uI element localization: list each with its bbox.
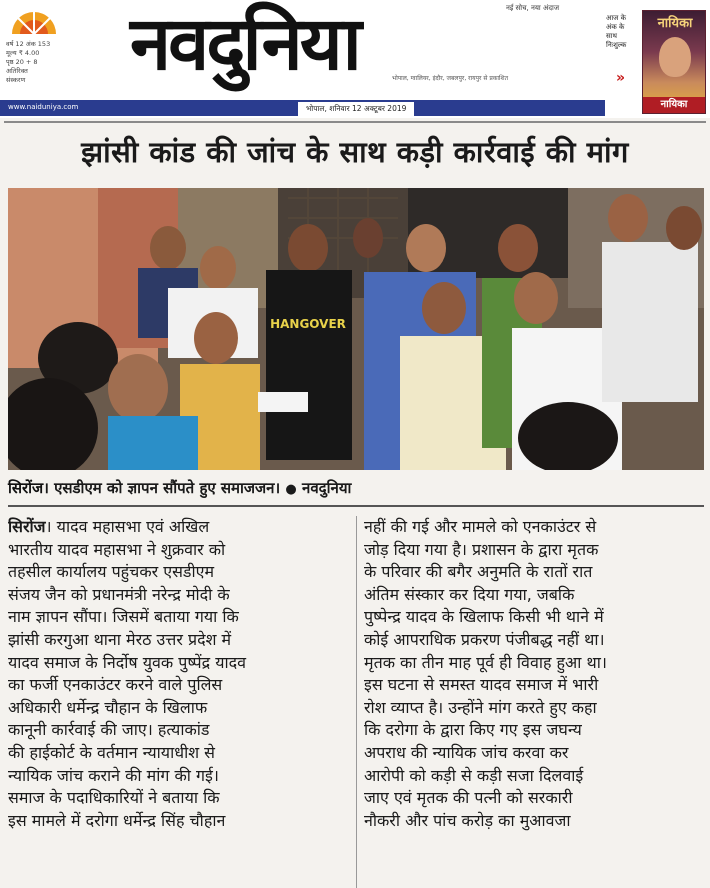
text-line: आरोपी को कड़ी से कड़ी सजा दिलवाई: [364, 765, 584, 785]
text-line: जाए एवं मृतक की पत्नी को सरकारी: [364, 788, 573, 808]
magazine-bottom-label: नायिका: [643, 97, 705, 113]
text-line: कोई आपराधिक प्रकरण पंजीबद्ध नहीं था।: [364, 629, 605, 649]
text-line: मृतक का तीन माह पूर्व ही विवाह हुआ था।: [364, 652, 607, 672]
text-line: इस घटना से समस्त यादव समाज में भारी: [364, 675, 599, 695]
photo-caption: [8, 478, 704, 498]
promo-text: [606, 14, 640, 50]
text-line: झांसी करगुआ थाना मेरठ उत्तर प्रदेश में: [8, 629, 232, 649]
masthead-meta: [6, 40, 126, 85]
article-photo: [8, 188, 704, 470]
text-line: अधिकारी धर्मेन्द्र चौहान के खिलाफ: [8, 697, 208, 717]
text-line: रोश व्याप्त है। उन्होंने मांग करते हुए कहा: [364, 697, 597, 717]
text-line: यादव समाज के निर्दोष युवक पुष्पेंद्र यादव: [8, 652, 247, 672]
text-line: न्यायिक जांच कराने की मांग की गई।: [8, 765, 219, 785]
caption-credit: नवदुनिया: [302, 479, 352, 497]
text-line: के परिवार की बगैर अनुमति के रातों रात: [364, 562, 593, 582]
article-paragraph: [8, 516, 352, 832]
newspaper-logo: नवदुनिया: [130, 1, 359, 87]
meta-line: संस्करण: [6, 76, 26, 84]
dateline-place: सिरोंज: [8, 517, 46, 536]
text-line: कानूनी कार्रवाई की जाए। हत्याकांड: [8, 720, 210, 740]
double-chevron-icon: »: [616, 70, 626, 86]
bullet-icon: ●: [285, 482, 297, 497]
magazine-title: नायिका: [657, 16, 693, 31]
masthead-divider: [4, 121, 706, 123]
caption-divider: [8, 505, 704, 507]
text-line: पुष्पेन्द्र यादव के खिलाफ किसी भी थाने में: [364, 607, 604, 627]
text-line: सिरोंज। यादव महासभा एवं अखिल: [8, 517, 210, 536]
text-line: का फर्जी एनकाउंटर करने वाले पुलिस: [8, 675, 223, 695]
tagline: नई सोच, नया अंदाज: [506, 4, 560, 12]
text-line: समाज के पदाधिकारियों ने बताया कि: [8, 788, 220, 808]
promo-line: साथ: [606, 32, 618, 40]
text-line: जोड़ दिया गया है। प्रशासन के द्वारा मृतक: [364, 539, 599, 559]
sun-logo-icon: [8, 8, 60, 36]
promo-line: आज के: [606, 14, 626, 22]
text-line: कि दरोगा के द्वारा किए गए इस जघन्य: [364, 720, 582, 740]
promo-box: [606, 8, 706, 116]
meta-line: मूल्य ₹ 4.00: [6, 49, 40, 57]
caption-text: । एसडीएम को ज्ञापन सौंपते हुए समाजजन।: [43, 479, 281, 497]
caption-place: सिरोंज: [8, 479, 44, 497]
text-line: इस मामले में दरोगा धर्मेन्द्र सिंह चौहान: [8, 810, 226, 830]
article-column-right: [364, 516, 708, 888]
magazine-cover: [642, 10, 706, 114]
text-line: नहीं की गई और मामले को एनकाउंटर से: [364, 517, 597, 536]
text-line: नाम ज्ञापन सौंपा। जिसमें बताया गया कि: [8, 607, 239, 627]
article-headline: झांसी कांड की जांच के साथ कड़ी कार्रवाई की मांग: [81, 135, 629, 169]
article-column-left: [8, 516, 352, 888]
text-line: अपराध की न्यायिक जांच करवा कर: [364, 742, 569, 762]
promo-line: निःशुल्क: [606, 41, 627, 49]
text-line: की हाईकोर्ट के वर्तमान न्यायाधीश से: [8, 742, 215, 762]
article-paragraph: [364, 516, 708, 832]
column-divider: [356, 516, 357, 888]
masthead-subline: भोपाल, ग्वालियर, इंदौर, जबलपुर, रायपुर से प्रकाशित: [392, 75, 508, 82]
cover-model-face: [659, 37, 691, 77]
text-line: संजय जैन को प्रधानमंत्री नरेन्द्र मोदी के: [8, 584, 230, 604]
meta-line: अतिरिक्त: [6, 67, 28, 75]
text-line: अंतिम संस्कार कर दिया गया, जबकि: [364, 584, 575, 604]
meta-line: वर्ष 12 अंक 153: [6, 40, 51, 48]
text-line: भारतीय यादव महासभा ने शुक्रवार को: [8, 539, 226, 559]
text-line: नौकरी और पांच करोड़ का मुआवजा: [364, 810, 571, 830]
dateline: भोपाल, शनिवार 12 अक्टूबर 2019: [298, 102, 414, 116]
tshirt-print: HANGOVER: [270, 317, 346, 331]
text-line: तहसील कार्यालय पहुंचकर एसडीएम: [8, 562, 215, 582]
promo-line: अंक के: [606, 23, 625, 31]
meta-line: पृष्ठ 20 + 8: [6, 58, 38, 66]
website-url: www.naiduniya.com: [8, 103, 79, 111]
